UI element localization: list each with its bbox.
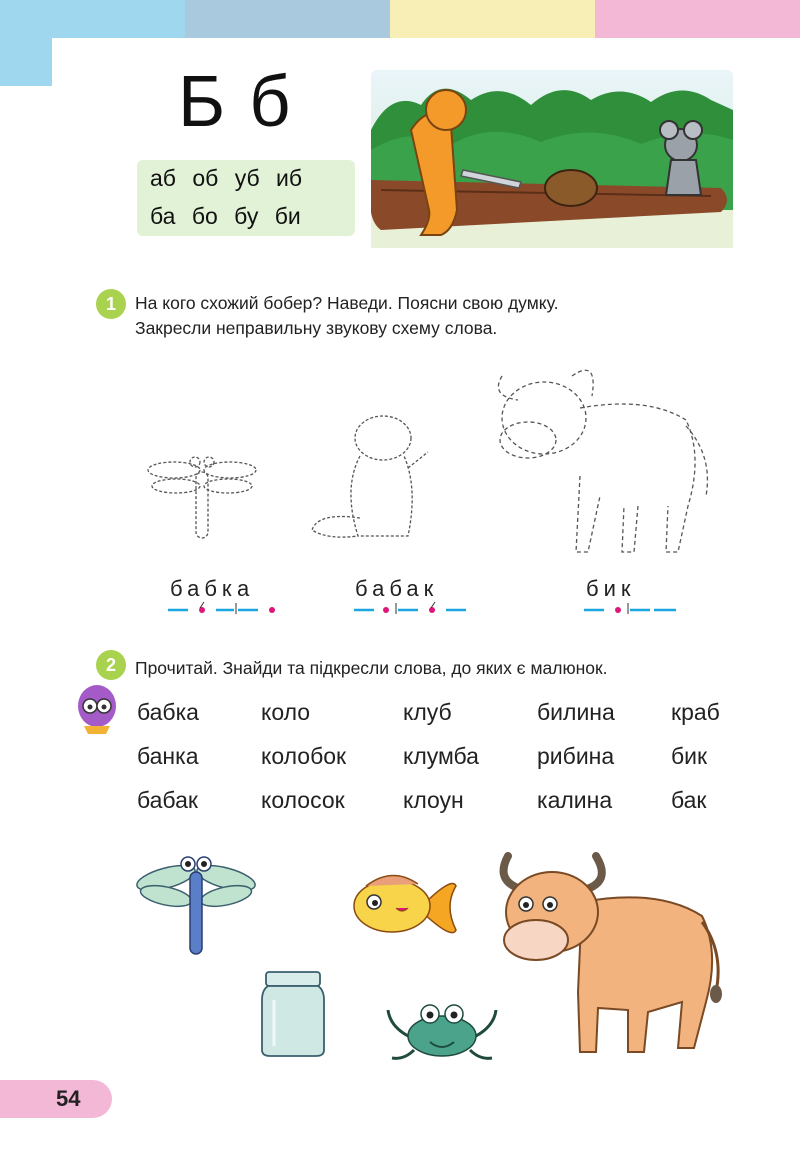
task-2-text: Прочитай. Знайди та підкресли слова, до яких є малюнок. (135, 658, 608, 678)
task-1-text-line1: На кого схожий бобер? Наведи. Поясни свою думку. (135, 293, 559, 313)
word-bylyna[interactable]: билина (537, 699, 615, 725)
task-1-badge: 1 (96, 289, 126, 319)
word-babak[interactable]: бабак (137, 787, 198, 813)
word-kolo[interactable]: коло (261, 699, 311, 725)
task-2-badge: 2 (96, 650, 126, 680)
word-klub[interactable]: клуб (403, 699, 452, 725)
marmot-outline-icon (308, 408, 436, 544)
word-kolobok[interactable]: колобок (261, 743, 347, 769)
word-row (137, 696, 757, 740)
word-bak[interactable]: бак (671, 787, 707, 813)
word-kolosok[interactable]: колосок (261, 787, 345, 813)
fish-icon (352, 866, 460, 948)
word-row (137, 784, 757, 828)
word-byk[interactable]: бик (671, 743, 708, 769)
syllables-row-1: аб об уб иб (150, 165, 303, 191)
page-title: Б б (178, 62, 293, 142)
scheme-word-babka: бабка (170, 576, 255, 601)
syllables-row-2: ба бо бу би (150, 203, 301, 229)
bull-outline-icon (488, 356, 716, 560)
word-klumba[interactable]: клумба (403, 743, 479, 769)
sound-scheme-byk (582, 600, 678, 616)
word-krab[interactable]: краб (671, 699, 720, 725)
task-1-text-line2: Закресли неправильну звукову схему слова. (135, 318, 498, 338)
bull-icon (488, 842, 728, 1064)
dragonfly-outline-icon (146, 450, 258, 542)
word-banka[interactable]: банка (137, 743, 199, 769)
jar-icon (258, 970, 328, 1058)
header-strip-blue (0, 0, 185, 38)
word-rybyna[interactable]: рибина (537, 743, 615, 769)
dragonfly-icon (136, 852, 256, 956)
word-babka[interactable]: бабка (137, 699, 199, 725)
sound-scheme-babka (166, 600, 280, 616)
cartoon-scene-image (371, 70, 733, 248)
sound-scheme-babak (352, 600, 468, 616)
word-kalyna[interactable]: калина (537, 787, 613, 813)
scheme-word-byk: бик (586, 576, 636, 601)
header-strip-steel (185, 0, 390, 38)
owl-mascot-icon (74, 682, 120, 740)
corner-decoration (0, 38, 52, 86)
crab-icon (384, 996, 500, 1066)
word-row (137, 740, 757, 784)
word-table (137, 696, 757, 828)
scheme-word-babak: бабак (355, 576, 439, 601)
header-strip-pink (595, 0, 800, 38)
page-number: 54 (56, 1086, 81, 1111)
word-kloun[interactable]: клоун (403, 787, 464, 813)
header-strip-yellow (390, 0, 595, 38)
